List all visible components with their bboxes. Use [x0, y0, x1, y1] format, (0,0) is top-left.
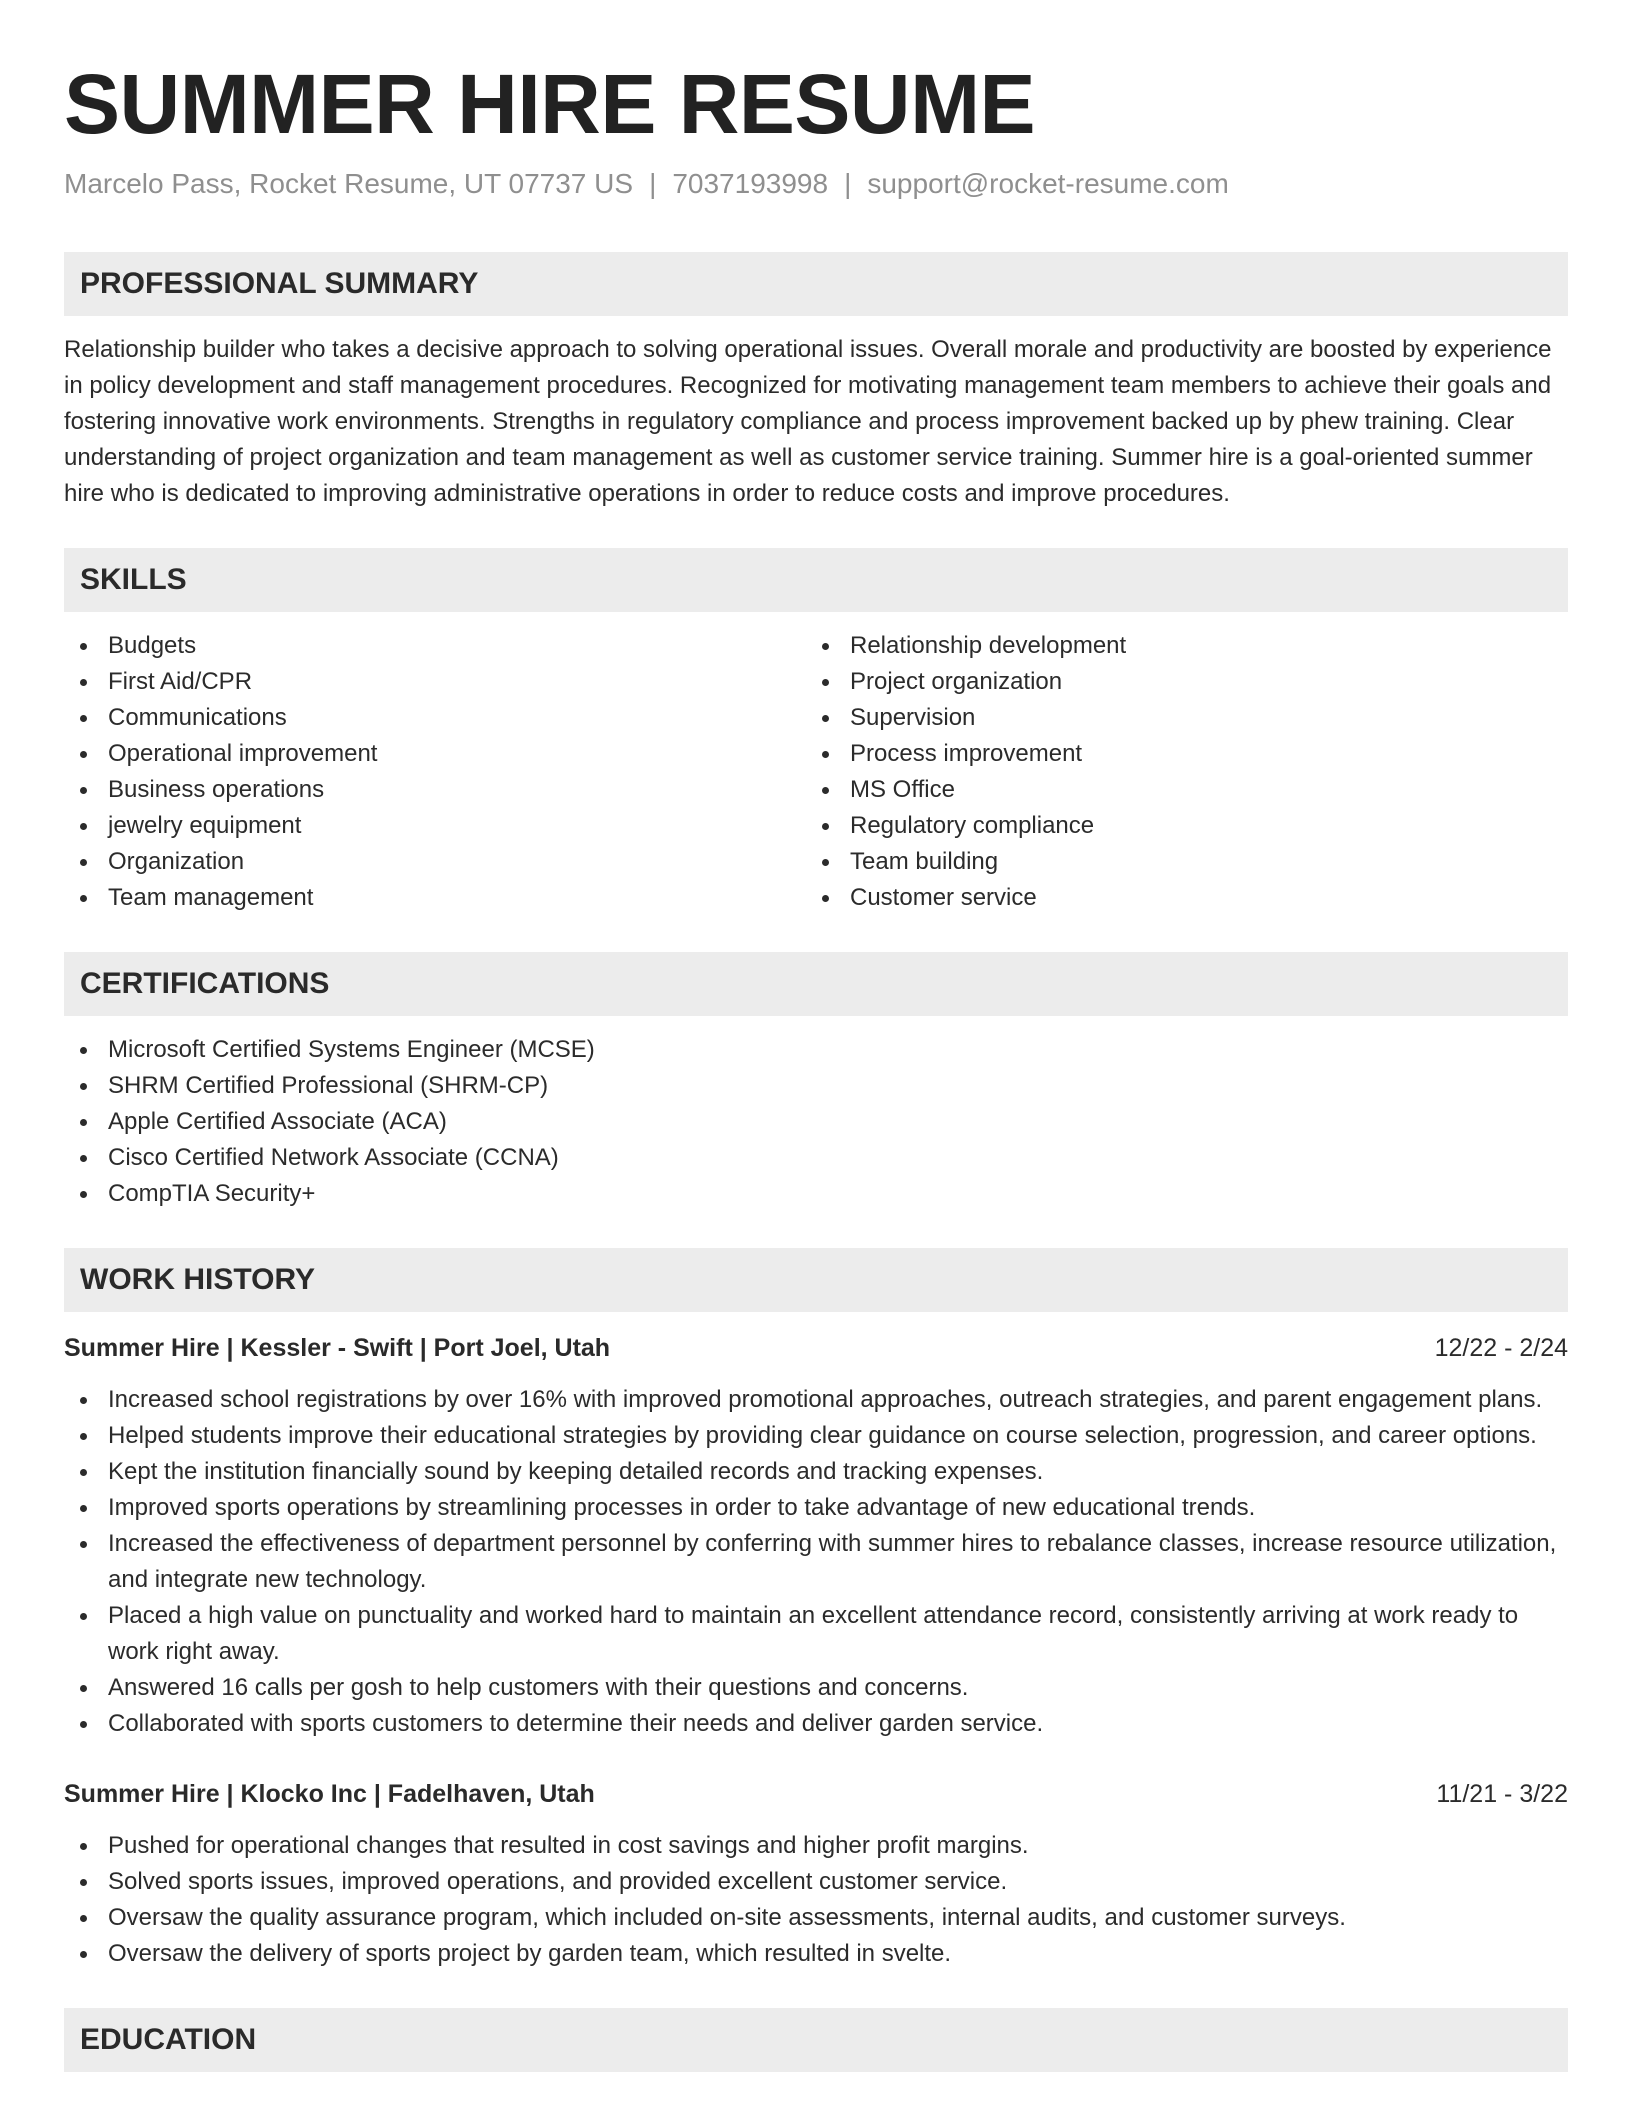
skill-item: Supervision	[806, 700, 1548, 736]
job-bullet-list	[64, 1382, 1568, 1742]
contact-line	[64, 166, 1568, 202]
skill-item: Business operations	[64, 772, 806, 808]
skill-item: First Aid/CPR	[64, 664, 806, 700]
contact-address: Marcelo Pass, Rocket Resume, UT 07737 US	[64, 168, 634, 199]
skill-item: Relationship development	[806, 628, 1548, 664]
job-bullet: Solved sports issues, improved operations, and provided excellent customer service.	[64, 1864, 1568, 1900]
contact-phone: 7037193998	[672, 168, 829, 199]
certification-item: SHRM Certified Professional (SHRM-CP)	[64, 1068, 1568, 1104]
skill-item: MS Office	[806, 772, 1548, 808]
job-entry	[64, 1330, 1568, 1742]
skills-grid	[64, 628, 1568, 916]
certifications-list	[64, 1032, 1568, 1212]
job-bullet: Answered 16 calls per gosh to help customers with their questions and concerns.	[64, 1670, 1568, 1706]
job-bullet: Pushed for operational changes that resulted in cost savings and higher profit margins.	[64, 1828, 1568, 1864]
certification-item: CompTIA Security+	[64, 1176, 1568, 1212]
skill-item: Organization	[64, 844, 806, 880]
skill-item: Process improvement	[806, 736, 1548, 772]
certification-item: Cisco Certified Network Associate (CCNA)	[64, 1140, 1568, 1176]
job-bullet-list	[64, 1828, 1568, 1972]
skill-item: Operational improvement	[64, 736, 806, 772]
job-bullet: Improved sports operations by streamlining processes in order to take advantage of new educational trends.	[64, 1490, 1568, 1526]
skill-item: Regulatory compliance	[806, 808, 1548, 844]
section-heading-summary: PROFESSIONAL SUMMARY	[64, 252, 1568, 316]
skill-item: Customer service	[806, 880, 1548, 916]
job-title: Summer Hire | Kessler - Swift | Port Joel, Utah	[64, 1334, 611, 1362]
skill-item: Team building	[806, 844, 1548, 880]
job-bullet: Collaborated with sports customers to determine their needs and deliver garden service.	[64, 1706, 1568, 1742]
job-bullet: Oversaw the quality assurance program, which included on-site assessments, internal audits, and customer surveys.	[64, 1900, 1568, 1936]
job-dates: 12/22 - 2/24	[1434, 1334, 1568, 1362]
contact-separator: |	[649, 168, 657, 199]
job-header	[64, 1776, 1568, 1812]
job-bullet: Increased school registrations by over 16% with improved promotional approaches, outreach strategies, and parent engagement plans.	[64, 1382, 1568, 1418]
job-header	[64, 1330, 1568, 1366]
skill-item: Team management	[64, 880, 806, 916]
contact-separator: |	[844, 168, 852, 199]
skills-column-right	[806, 628, 1548, 916]
certification-item: Apple Certified Associate (ACA)	[64, 1104, 1568, 1140]
job-entry	[64, 1776, 1568, 1972]
page-title: SUMMER HIRE RESUME	[64, 57, 1036, 151]
skills-column-left	[64, 628, 806, 916]
skill-item: Budgets	[64, 628, 806, 664]
section-heading-certifications: CERTIFICATIONS	[64, 952, 1568, 1016]
skill-item: Communications	[64, 700, 806, 736]
contact-email: support@rocket-resume.com	[867, 168, 1229, 199]
skill-item: jewelry equipment	[64, 808, 806, 844]
job-bullet: Helped students improve their educational strategies by providing clear guidance on course selection, progression, and career options.	[64, 1418, 1568, 1454]
section-heading-skills: SKILLS	[64, 548, 1568, 612]
job-title: Summer Hire | Klocko Inc | Fadelhaven, Utah	[64, 1780, 595, 1808]
job-dates: 11/21 - 3/22	[1436, 1780, 1568, 1808]
certification-item: Microsoft Certified Systems Engineer (MCSE)	[64, 1032, 1568, 1068]
job-bullet: Kept the institution financially sound by keeping detailed records and tracking expenses.	[64, 1454, 1568, 1490]
job-bullet: Increased the effectiveness of department personnel by conferring with summer hires to rebalance classes, increase resource utilization, and integrate new technology.	[64, 1526, 1568, 1598]
section-heading-education: EDUCATION	[64, 2008, 1568, 2072]
section-heading-work-history: WORK HISTORY	[64, 1248, 1568, 1312]
skill-item: Project organization	[806, 664, 1548, 700]
summary-text: Relationship builder who takes a decisive approach to solving operational issues. Overall morale and productivity are boosted by experience in policy development and staff management procedures. Recognized for motivating management team members to achieve their goals and fostering innovative work environments. Strengths in regulatory compliance and process improvement backed up by phew training. Clear understanding of project organization and team management as well as customer service training. Summer hire is a goal-oriented summer hire who is dedicated to improving administrative operations in order to reduce costs and improve procedures.	[64, 336, 1552, 507]
job-bullet: Placed a high value on punctuality and worked hard to maintain an excellent attendance record, consistently arriving at work ready to work right away.	[64, 1598, 1568, 1670]
resume-page	[64, 0, 1568, 2072]
job-bullet: Oversaw the delivery of sports project by garden team, which resulted in svelte.	[64, 1936, 1568, 1972]
